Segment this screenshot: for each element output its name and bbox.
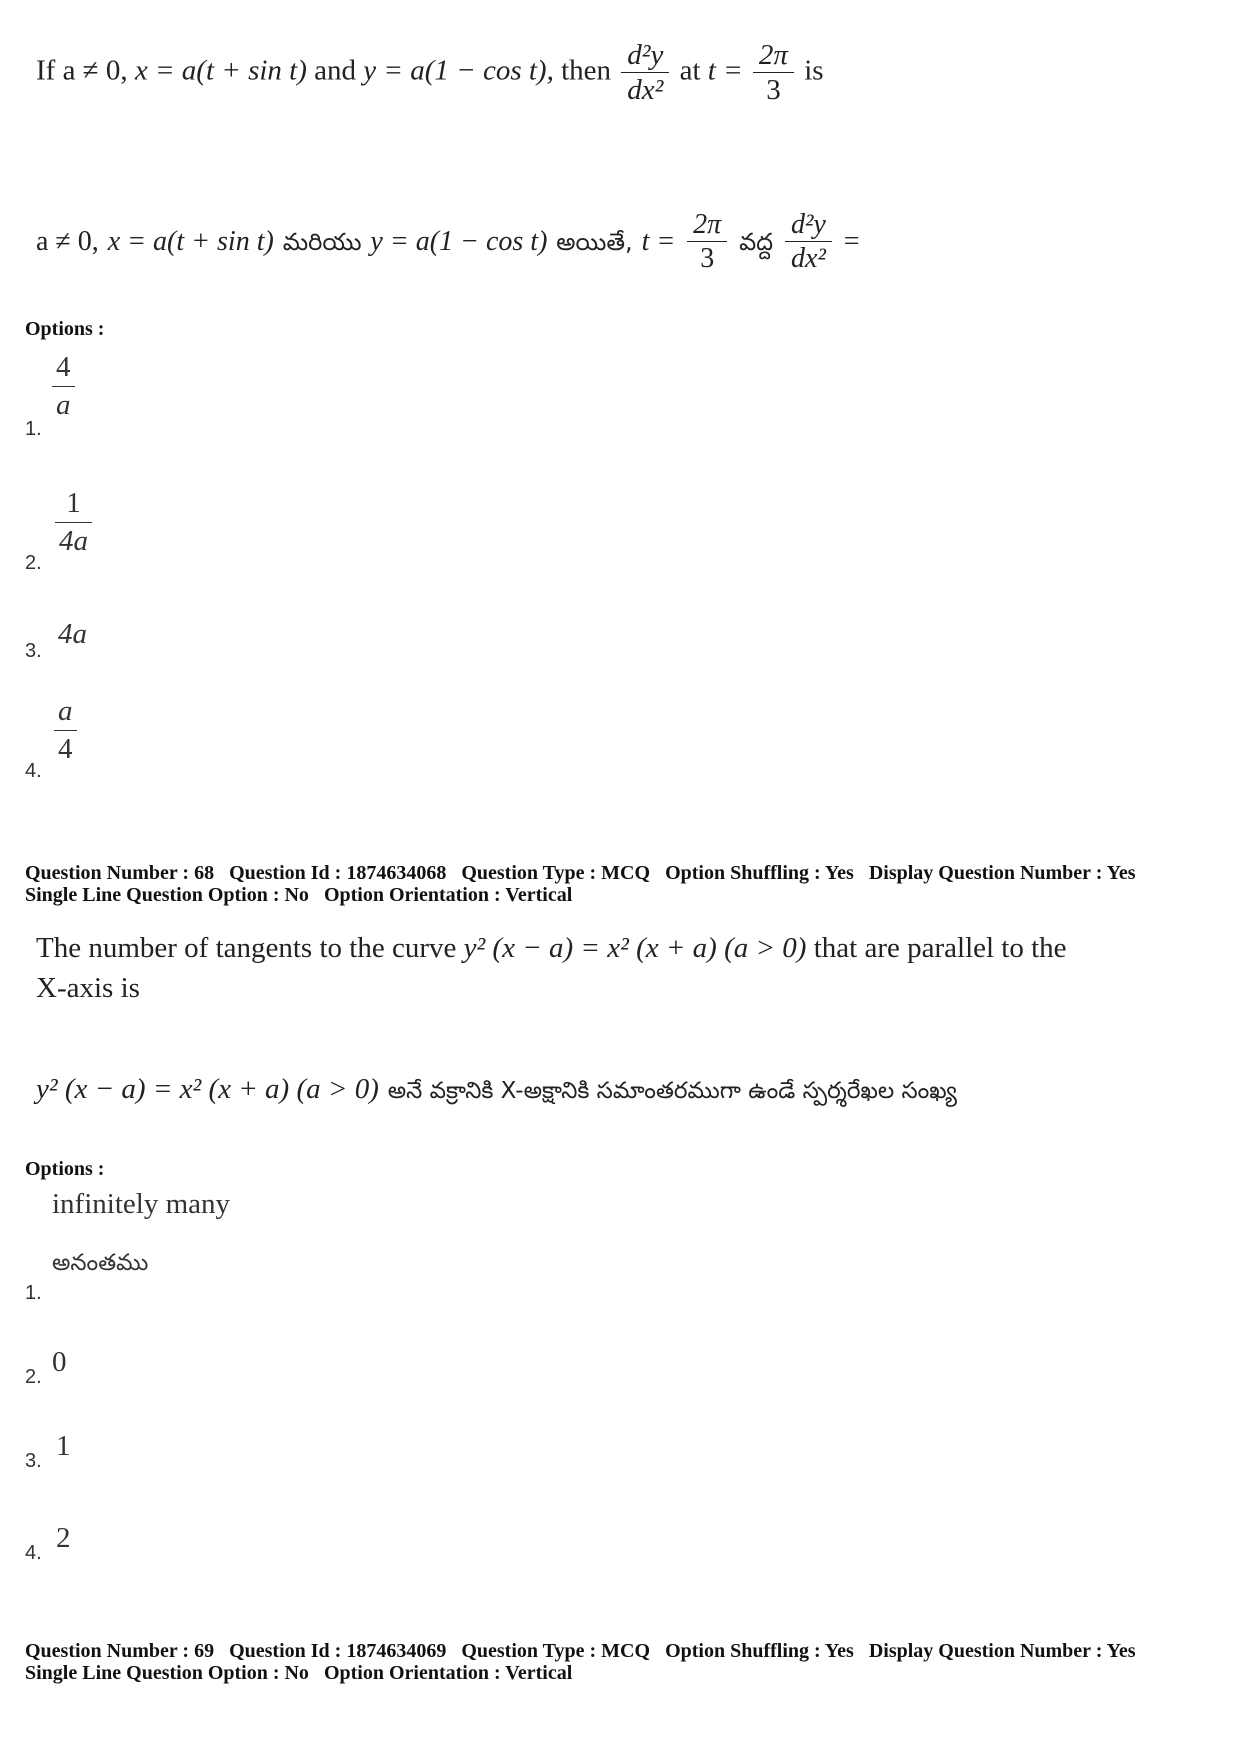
q67-option-4-numerator: a: [58, 695, 73, 727]
q67-and: and: [314, 54, 357, 87]
q68-option-2-number: 2.: [25, 1366, 42, 1388]
q68-single-line-option: Single Line Question Option : No: [25, 884, 309, 906]
q67-te-derivative-denominator: dx²: [785, 241, 832, 273]
q67-option-1-numerator: 4: [56, 351, 71, 383]
q67-te-t-value: [690, 210, 724, 274]
q67-derivative-denominator: dx²: [621, 72, 669, 105]
q67-te-derivative-numerator: d²y: [791, 209, 826, 240]
q68-option-3-number: 3.: [25, 1450, 42, 1472]
q68-option-orientation: Option Orientation : Vertical: [323, 884, 573, 906]
q67-option-2-number: 2.: [25, 552, 42, 574]
q67-option-2-denominator: 4a: [55, 522, 92, 558]
q68-meta-line-2: [25, 884, 1146, 906]
q67-te-second-derivative: [788, 210, 829, 274]
q68-english-line-1: [36, 928, 1067, 968]
q68-te-text: అనే వక్రానికి X-అక్షానికి సమాంతరముగా ఉండే స్పర్శరేఖల సంఖ్య: [387, 1078, 957, 1104]
q68-options-label: Options :: [25, 1158, 105, 1180]
q68-question-type: Question Type : MCQ: [461, 862, 651, 884]
q69-option-shuffling: Option Shuffling : Yes: [665, 1640, 854, 1662]
q69-question-id: Question Id : 1874634069: [229, 1640, 447, 1662]
q68-question-number: Question Number : 68: [25, 862, 215, 884]
q69-metadata: [25, 1640, 1146, 1684]
q68-equation: y² (x − a) = x² (x + a) (a > 0): [463, 932, 807, 964]
q68-option-2-value: 0: [52, 1346, 67, 1378]
q68-te-equation: y² (x − a) = x² (x + a) (a > 0): [36, 1073, 379, 1105]
q68-option-1-english: infinitely many: [52, 1188, 230, 1220]
q68-english-line-2: X-axis is: [36, 972, 140, 1004]
q69-display-question-number: Display Question Number : Yes: [868, 1640, 1136, 1662]
q67-te-t-equals: t =: [641, 225, 676, 257]
q67-option-3-value: 4a: [58, 618, 87, 650]
q68-option-1-telugu: అనంతము: [52, 1250, 149, 1276]
q68-option-4-value: 2: [56, 1522, 71, 1554]
q68-question-id: Question Id : 1874634068: [229, 862, 447, 884]
q69-single-line-option: Single Line Question Option : No: [25, 1662, 309, 1684]
q67-x-equation: x = a(t + sin t): [134, 54, 307, 87]
q69-question-number: Question Number : 69: [25, 1640, 215, 1662]
q67-option-1-denominator: a: [52, 386, 75, 422]
q67-te-t-denominator: 3: [687, 241, 727, 273]
q67-te-x-equation: x = a(t + sin t): [107, 225, 274, 257]
q68-metadata: [25, 862, 1146, 906]
q67-option-1-value: [52, 352, 75, 422]
q67-te-equals: =: [843, 225, 860, 257]
q67-second-derivative: [624, 40, 666, 106]
q67-t-denominator: 3: [753, 72, 794, 105]
q68-english-statement: [36, 928, 1067, 1008]
q67-is: is: [804, 54, 824, 87]
q68-meta-line-1: [25, 862, 1146, 884]
q69-option-orientation: Option Orientation : Vertical: [323, 1662, 573, 1684]
q67-t-value: [756, 40, 791, 106]
q69-meta-line-2: [25, 1662, 1146, 1684]
q67-t-numerator: 2π: [758, 39, 788, 71]
q68-option-3-value: 1: [56, 1430, 71, 1462]
q67-then: then: [561, 54, 612, 87]
q67-option-3-number: 3.: [25, 640, 42, 662]
q67-option-4-number: 4.: [25, 760, 42, 782]
q68-option-1-number: 1.: [25, 1282, 42, 1304]
q67-te-and: మరియు: [282, 227, 362, 256]
q67-t-equals: t =: [707, 54, 743, 87]
q67-option-4-denominator: 4: [54, 730, 77, 766]
q67-option-2-value: [55, 488, 92, 558]
q67-telugu-statement: [36, 210, 860, 274]
q67-option-1-number: 1.: [25, 418, 42, 440]
q67-english-statement: [36, 40, 824, 106]
q68-option-4-number: 4.: [25, 1542, 42, 1564]
q68-en-post: that are parallel to the: [813, 932, 1067, 964]
q67-te-y-equation: y = a(1 − cos t): [370, 225, 548, 257]
q68-en-pre: The number of tangents to the curve: [36, 932, 457, 964]
q67-option-2-numerator: 1: [66, 487, 81, 519]
q68-telugu-statement: [36, 1072, 957, 1110]
q68-display-question-number: Display Question Number : Yes: [868, 862, 1136, 884]
q67-te-then: అయితే,: [556, 227, 633, 256]
q68-option-shuffling: Option Shuffling : Yes: [665, 862, 854, 884]
q67-derivative-numerator: d²y: [627, 39, 664, 71]
q69-question-type: Question Type : MCQ: [461, 1640, 651, 1662]
q67-te-t-numerator: 2π: [693, 209, 722, 240]
q67-intro: If a ≠ 0,: [36, 54, 128, 87]
q67-at: at: [679, 54, 701, 87]
q69-meta-line-1: [25, 1640, 1146, 1662]
q67-option-4-value: [54, 696, 77, 766]
q67-options-label: Options :: [25, 318, 105, 340]
q67-y-equation: y = a(1 − cos t),: [363, 54, 554, 87]
q67-te-at: వద్ద: [739, 227, 774, 256]
q67-te-condition: a ≠ 0,: [36, 225, 99, 257]
